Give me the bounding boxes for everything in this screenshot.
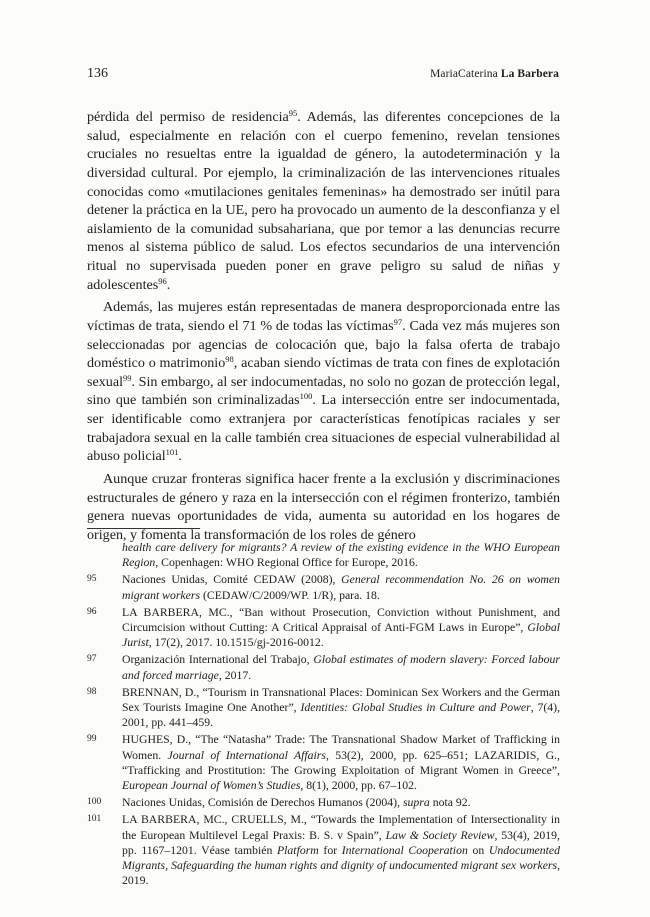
footnote-ref: 96 — [158, 275, 167, 286]
paragraph — [87, 298, 560, 466]
text-run: for — [318, 843, 342, 857]
footnote-ref: 95 — [288, 108, 298, 118]
footnote-separator — [87, 528, 200, 529]
footnote-ref: 100 — [299, 391, 313, 402]
footnote-text — [122, 652, 560, 682]
text-run: , 17(2), 2017. 10.1515/gj-2016-0012. — [148, 636, 324, 650]
footnote-number: 101 — [87, 814, 102, 825]
footnote-number: 96 — [87, 606, 97, 617]
italic-text: European Journal of Women’s Studies — [122, 779, 301, 793]
italic-text: International Cooperation — [341, 843, 468, 857]
text-run: on — [467, 843, 489, 857]
footnote-text — [122, 685, 560, 731]
running-head — [430, 68, 559, 80]
italic-text: Platform — [276, 843, 319, 857]
text-run: Además, las mujeres están representadas de manera desproporcionada entre las víctimas de trata, siendo el 71 % de todas las víctimas — [87, 299, 560, 334]
author-last-name: La Barbera — [500, 68, 559, 80]
text-run: Naciones Unidas, Comité CEDAW (2008), — [122, 573, 342, 587]
text-run: Organización International del Trabajo, — [122, 653, 314, 667]
text-run: , 7(4), 2001, pp. 441–459. — [122, 701, 561, 730]
footnote-text — [122, 605, 560, 651]
text-run: LA BARBERA, MC., CRUELLS, M., “Towards the Implementation of Intersectionality in the European Multilevel Legal Praxis: B. S. v Spain”, — [122, 813, 560, 842]
footnote — [87, 652, 560, 682]
italic-text: health care delivery for migrants? A review of the existing evidence in the WHO European Region — [122, 541, 560, 570]
text-run: Naciones Unidas, Comisión de Derechos Humanos (2004), — [122, 796, 403, 810]
text-run: . — [178, 448, 182, 465]
paragraph — [87, 108, 560, 294]
footnote — [87, 812, 560, 888]
page-header — [87, 66, 559, 86]
footnote — [87, 540, 560, 570]
italic-text: Law & Society Review — [385, 828, 495, 842]
footnote-number: 99 — [87, 734, 97, 745]
footnote-number: 95 — [87, 574, 97, 585]
body-text — [87, 108, 560, 544]
footnote — [87, 795, 560, 810]
footnote-text — [122, 795, 560, 810]
footnote-number: 97 — [87, 654, 97, 665]
text-run: pérdida del permiso de residencia — [87, 109, 289, 125]
text-run: . Además, las diferentes concepciones de la salud, especialmente en relación con el cuerpo femenino, revelan tensiones cruciales no resueltas entre la igualdad de género, la autodeterminación y la diversidad cultural. Por ejemplo, la criminalización de las intervenciones rituales conocidas como «mutilaciones genitales femeninas» ha demostrado ser inútil para detener la práctica en la UE, pero ha provocado un aumento de la desconfianza y el aislamiento de la comunidad subsahariana, que por temor a las denuncias recurre menos al sistema público de salud. Los efectos secundarios de una intervención ritual no supervisada pueden poner en grave peligro su salud de niñas y adolescentes — [87, 109, 560, 293]
text-run: , acaban siendo víctimas de trata con fines de explotación sexual — [87, 355, 560, 390]
footnote-ref: 98 — [225, 354, 234, 365]
text-run: , 53(2), 2000, pp. 625–651; LAZARIDIS, G., “Trafficking and Prostitution: The Growing Exploitation of Migrant Women in Greece”, — [122, 748, 560, 777]
footnote-number: 100 — [87, 797, 102, 808]
footnote-text — [122, 812, 560, 888]
italic-text: Global Jurist — [122, 621, 560, 650]
text-run: HUGHES, D., “The “Natasha” Trade: The Transnational Shadow Market of Trafficking in Women. — [122, 733, 560, 762]
text-run: . La intersección entre ser indocumentada, ser identificable como extranjera por características fenotípicas raciales y ser trabajadora sexual en la calle también crea situaciones de especial vulnerabilidad al abuso policial — [87, 392, 560, 465]
text-run: BRENNAN, D., “Tourism in Transnational Places: Dominican Sex Workers and the German Sex Tourists Imagine One Another”, — [122, 685, 560, 715]
text-run: LA BARBERA, MC., “Ban without Prosecution, Conviction without Punishment, and Circumcision without Cutting: A Critical Appraisal of Anti-FGM Laws in Europe”, — [122, 605, 560, 635]
text-run: , 2019. — [122, 859, 560, 888]
footnote — [87, 605, 560, 651]
text-run: nota 92. — [429, 796, 471, 810]
text-run: . — [166, 276, 171, 293]
footnote-text — [87, 540, 560, 570]
text-run: . Sin embargo, al ser indocumentadas, no solo no gozan de protección legal, sino que también son criminalizadas — [87, 373, 560, 409]
footnote-ref: 97 — [393, 316, 403, 327]
italic-text: Identities: Global Studies in Culture and Power — [300, 701, 531, 715]
text-run: (CEDAW/C/2009/WP. 1/R), para. 18. — [200, 588, 380, 602]
italic-text: General recommendation No. 26 on women migrant workers — [122, 573, 560, 602]
text-run: , 8(1), 2000, pp. 67–102. — [300, 779, 417, 793]
footnote-text — [122, 732, 560, 793]
paragraph — [87, 470, 560, 545]
text-run: , 53(4), 2019, pp. 1167–1201. Véase también — [122, 828, 560, 857]
page-number: 136 — [87, 66, 108, 81]
footnotes — [87, 540, 560, 890]
footnote-text — [122, 572, 560, 602]
footnote — [87, 732, 560, 793]
footnote — [87, 572, 560, 602]
italic-text: Undocumented Migrants, Safeguarding the human rights and dignity of undocumented migrant sex workers — [122, 843, 561, 873]
text-run: , 2017. — [218, 668, 252, 682]
footnote — [87, 685, 560, 731]
text-run: . Cada vez más mujeres son seleccionadas por agencias de colocación que, bajo la falsa oferta de trabajo doméstico o matrimonio — [87, 317, 560, 372]
text-run: , Copenhagen: WHO Regional Office for Europe, 2016. — [155, 556, 418, 570]
italic-text: Global estimates of modern slavery: Forced labour and forced marriage — [122, 653, 560, 682]
italic-text: Journal of International Affairs — [167, 748, 326, 762]
text-run: Aunque cruzar fronteras significa hacer frente a la exclusión y discriminaciones estructurales de género y raza en la intersección con el régimen fronterizo, también genera nuevas oportunidades de vida, aumenta su autoridad en los hogares de origen, y fomenta la transformación de los roles de género — [87, 470, 560, 543]
italic-text: supra — [402, 796, 430, 810]
author-first-name: MariaCaterina — [430, 68, 498, 80]
footnote-ref: 99 — [123, 372, 132, 383]
footnote-ref: 101 — [165, 447, 179, 458]
footnote-number: 98 — [87, 686, 97, 697]
